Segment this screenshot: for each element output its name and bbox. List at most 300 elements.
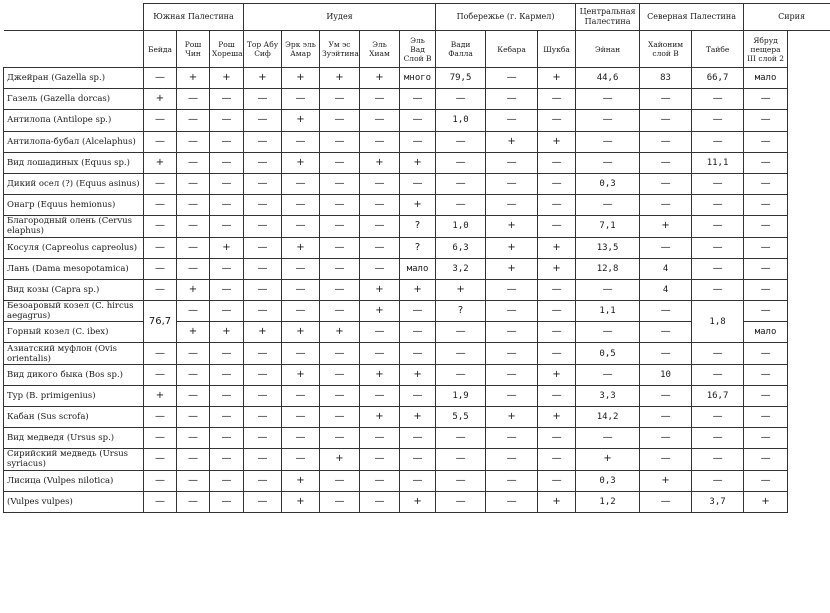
table-cell: + <box>244 68 282 89</box>
table-cell: — <box>320 491 360 512</box>
table-cell: — <box>400 301 436 322</box>
table-cell: 1,8 <box>692 301 744 343</box>
table-cell: — <box>436 428 486 449</box>
table-cell: — <box>244 110 282 131</box>
table-cell: — <box>282 428 320 449</box>
table-row <box>4 279 830 300</box>
table-cell: — <box>692 195 744 216</box>
table-cell: — <box>640 173 692 194</box>
table-cell: — <box>538 110 576 131</box>
table-cell: — <box>177 428 210 449</box>
table-cell: — <box>360 491 400 512</box>
table-cell: + <box>320 449 360 470</box>
table-cell: — <box>144 195 177 216</box>
region-header: Побережье (г. Кармел) <box>436 4 576 31</box>
table-cell: — <box>244 258 282 279</box>
table-cell: + <box>360 301 400 322</box>
table-cell: + <box>320 322 360 343</box>
table-cell: — <box>320 258 360 279</box>
table-row <box>4 470 830 491</box>
table-cell: — <box>210 131 244 152</box>
table-cell: 1,2 <box>576 491 640 512</box>
table-cell: — <box>400 110 436 131</box>
table-cell: — <box>210 407 244 428</box>
table-cell: — <box>576 152 640 173</box>
table-cell: — <box>177 131 210 152</box>
table-cell: — <box>692 89 744 110</box>
table-cell: — <box>640 131 692 152</box>
species-name: Вид медведя (Ursus sp.) <box>4 428 144 449</box>
table-cell: — <box>576 322 640 343</box>
table-cell: — <box>538 343 576 364</box>
table-cell: — <box>744 110 788 131</box>
table-cell: — <box>244 491 282 512</box>
species-name: Антилопа (Antilope sp.) <box>4 110 144 131</box>
species-name: Благородный олень (Cervus elaphus) <box>4 216 144 237</box>
table-cell: 4 <box>640 279 692 300</box>
table-cell: + <box>360 364 400 385</box>
table-cell: — <box>244 216 282 237</box>
site-header: Эйнан <box>576 31 640 68</box>
table-cell: — <box>210 449 244 470</box>
table-cell: — <box>436 322 486 343</box>
table-cell: — <box>640 89 692 110</box>
table-cell: 7,1 <box>576 216 640 237</box>
table-cell: + <box>282 110 320 131</box>
table-cell: — <box>177 110 210 131</box>
table-cell: — <box>177 152 210 173</box>
table-cell: + <box>282 68 320 89</box>
table-cell: — <box>538 470 576 491</box>
site-header: Эль Хиам <box>360 31 400 68</box>
table-cell: — <box>210 364 244 385</box>
table-cell: — <box>244 195 282 216</box>
table-cell: — <box>538 216 576 237</box>
table-row <box>4 343 830 364</box>
table-cell: — <box>640 407 692 428</box>
region-header: Южная Палестина <box>144 4 244 31</box>
table-cell: — <box>576 195 640 216</box>
table-cell: 3,7 <box>692 491 744 512</box>
site-header: Ябруд пещера III слой 2 <box>744 31 788 68</box>
table-cell: 1,1 <box>576 301 640 322</box>
table-cell: — <box>177 301 210 322</box>
table-cell: — <box>244 131 282 152</box>
table-cell: — <box>692 449 744 470</box>
table-cell: — <box>210 195 244 216</box>
table-row <box>4 152 830 173</box>
table-cell: — <box>692 428 744 449</box>
table-cell: + <box>210 68 244 89</box>
table-cell: — <box>320 131 360 152</box>
species-name: Газель (Gazella dorcas) <box>4 89 144 110</box>
table-cell: — <box>400 385 436 406</box>
table-cell: — <box>177 470 210 491</box>
table-cell: + <box>640 216 692 237</box>
region-header: Северная Палестина <box>640 4 744 31</box>
table-cell: много <box>400 68 436 89</box>
table-row <box>4 173 830 194</box>
table-cell: — <box>244 449 282 470</box>
table-cell: — <box>144 173 177 194</box>
table-cell: — <box>400 449 436 470</box>
species-name: Антилопа-бубал (Alcelaphus) <box>4 131 144 152</box>
table-row <box>4 237 830 258</box>
species-name: Тур (B. primigenius) <box>4 385 144 406</box>
table-cell: — <box>486 301 538 322</box>
table-body <box>4 68 830 513</box>
table-cell: 10 <box>640 364 692 385</box>
table-cell: — <box>640 385 692 406</box>
table-cell: ? <box>400 237 436 258</box>
table-cell: + <box>244 322 282 343</box>
table-cell: — <box>576 131 640 152</box>
table-cell: — <box>282 407 320 428</box>
table-cell: — <box>282 301 320 322</box>
species-name: Сирийский медведь (Ursus syriacus) <box>4 449 144 470</box>
table-cell: — <box>360 258 400 279</box>
table-cell: 66,7 <box>692 68 744 89</box>
table-cell: — <box>282 131 320 152</box>
table-cell: — <box>692 110 744 131</box>
table-cell: + <box>486 131 538 152</box>
site-header: Хайоним слой В <box>640 31 692 68</box>
table-cell: — <box>436 152 486 173</box>
table-row <box>4 195 830 216</box>
table-cell: — <box>210 152 244 173</box>
site-header: Бейда <box>144 31 177 68</box>
species-name: Онагр (Equus hemionus) <box>4 195 144 216</box>
table-cell: — <box>320 407 360 428</box>
table-cell: 44,6 <box>576 68 640 89</box>
table-cell: — <box>692 216 744 237</box>
table-cell: — <box>486 364 538 385</box>
table-cell: — <box>486 470 538 491</box>
table-cell: — <box>210 110 244 131</box>
table-cell: — <box>692 258 744 279</box>
table-cell: — <box>744 343 788 364</box>
table-cell: — <box>486 173 538 194</box>
table-cell: + <box>486 216 538 237</box>
table-cell: 0,3 <box>576 173 640 194</box>
table-cell: — <box>144 258 177 279</box>
table-cell: + <box>640 470 692 491</box>
table-cell: — <box>744 89 788 110</box>
table-cell: — <box>282 449 320 470</box>
table-cell: — <box>244 470 282 491</box>
table-cell: 13,5 <box>576 237 640 258</box>
table-cell: — <box>320 89 360 110</box>
table-cell: — <box>360 470 400 491</box>
table-cell: — <box>144 68 177 89</box>
table-cell: 1,9 <box>436 385 486 406</box>
table-cell: — <box>244 279 282 300</box>
table-cell: + <box>144 89 177 110</box>
table-cell: — <box>692 407 744 428</box>
table-cell: — <box>360 322 400 343</box>
table-cell: 3,2 <box>436 258 486 279</box>
table-cell: — <box>486 68 538 89</box>
table-cell: — <box>177 407 210 428</box>
table-cell: — <box>360 343 400 364</box>
table-cell: — <box>177 364 210 385</box>
table-cell: + <box>436 279 486 300</box>
table-cell: — <box>640 322 692 343</box>
table-cell: — <box>576 279 640 300</box>
table-cell: — <box>692 237 744 258</box>
table-cell: + <box>538 258 576 279</box>
table-cell: + <box>210 322 244 343</box>
table-cell: 83 <box>640 68 692 89</box>
table-cell: — <box>210 216 244 237</box>
table-cell: ? <box>436 301 486 322</box>
table-cell: 0,3 <box>576 470 640 491</box>
table-cell: — <box>436 470 486 491</box>
table-cell: — <box>360 173 400 194</box>
table-cell: — <box>744 258 788 279</box>
table-cell: — <box>576 364 640 385</box>
species-name: Лань (Dama mesopotamica) <box>4 258 144 279</box>
table-cell: — <box>360 428 400 449</box>
table-cell: — <box>576 89 640 110</box>
table-row <box>4 89 830 110</box>
table-cell: — <box>640 301 692 322</box>
species-name: (Vulpes vulpes) <box>4 491 144 512</box>
table-cell: — <box>244 364 282 385</box>
table-cell: — <box>640 152 692 173</box>
table-cell: ? <box>400 216 436 237</box>
table-cell: — <box>436 173 486 194</box>
table-cell: + <box>282 491 320 512</box>
corner-cell <box>4 31 144 68</box>
table-cell: — <box>640 449 692 470</box>
table-cell: — <box>210 470 244 491</box>
table-cell: — <box>538 152 576 173</box>
table-cell: — <box>744 301 788 322</box>
table-cell: — <box>744 237 788 258</box>
table-cell: — <box>244 301 282 322</box>
table-cell: — <box>744 131 788 152</box>
table-cell: — <box>360 385 400 406</box>
table-cell: — <box>538 173 576 194</box>
table-cell: — <box>244 407 282 428</box>
table-cell: + <box>538 131 576 152</box>
table-cell: 1,0 <box>436 216 486 237</box>
site-header: Тайбе <box>692 31 744 68</box>
table-cell: — <box>744 152 788 173</box>
site-header: Шукба <box>538 31 576 68</box>
table-cell: — <box>436 491 486 512</box>
table-cell: — <box>692 470 744 491</box>
table-cell: — <box>486 152 538 173</box>
table-cell: — <box>244 385 282 406</box>
species-name: Азиатский муфлон (Ovis orientalis) <box>4 343 144 364</box>
table-cell: + <box>144 385 177 406</box>
table-cell: — <box>320 470 360 491</box>
table-cell: — <box>692 364 744 385</box>
table-cell: — <box>436 131 486 152</box>
species-name: Безоаровый козел (C. hircus aegagrus) <box>4 301 144 322</box>
table-cell: — <box>244 237 282 258</box>
table-cell: мало <box>744 322 788 343</box>
table-cell: — <box>210 343 244 364</box>
table-cell: — <box>177 89 210 110</box>
table-cell: — <box>282 173 320 194</box>
table-cell: — <box>210 258 244 279</box>
site-header: Тор Абу Сиф <box>244 31 282 68</box>
table-cell: — <box>144 491 177 512</box>
table-cell: — <box>320 173 360 194</box>
table-cell: — <box>640 428 692 449</box>
table-cell: — <box>144 470 177 491</box>
table-cell: — <box>144 279 177 300</box>
table-cell: — <box>640 110 692 131</box>
table-cell: + <box>210 237 244 258</box>
table-cell: — <box>210 385 244 406</box>
table-cell: — <box>400 343 436 364</box>
table-cell: — <box>177 491 210 512</box>
table-cell: мало <box>400 258 436 279</box>
table-cell: — <box>486 343 538 364</box>
table-cell: — <box>320 279 360 300</box>
table-cell: — <box>144 364 177 385</box>
table-cell: — <box>436 89 486 110</box>
species-name: Дикий осел (?) (Equus asinus) <box>4 173 144 194</box>
table-cell: — <box>692 173 744 194</box>
table-cell: — <box>282 195 320 216</box>
table-cell: + <box>360 152 400 173</box>
region-header: Сирия <box>744 4 830 31</box>
species-name: Косуля (Capreolus capreolus) <box>4 237 144 258</box>
table-row <box>4 68 830 89</box>
table-cell: + <box>360 279 400 300</box>
table-cell: — <box>177 258 210 279</box>
table-cell: — <box>538 385 576 406</box>
table-cell: + <box>576 449 640 470</box>
table-cell: — <box>360 110 400 131</box>
table-cell: — <box>210 173 244 194</box>
table-cell: 11,1 <box>692 152 744 173</box>
table-cell: — <box>744 216 788 237</box>
table-cell: — <box>144 428 177 449</box>
table-cell: — <box>320 301 360 322</box>
table-cell: — <box>360 89 400 110</box>
table-cell: + <box>177 68 210 89</box>
table-cell: — <box>744 449 788 470</box>
site-header: Ум эс Зуэйтина <box>320 31 360 68</box>
table-cell: — <box>210 301 244 322</box>
table-cell: + <box>744 491 788 512</box>
table-cell: — <box>576 428 640 449</box>
table-cell: + <box>400 152 436 173</box>
table-cell: — <box>486 385 538 406</box>
table-cell: + <box>320 68 360 89</box>
table-cell: + <box>538 407 576 428</box>
table-cell: 5,5 <box>436 407 486 428</box>
table-row <box>4 407 830 428</box>
table-cell: — <box>282 258 320 279</box>
table-cell: — <box>210 279 244 300</box>
table-cell: — <box>486 428 538 449</box>
table-cell: 3,3 <box>576 385 640 406</box>
table-cell: — <box>486 89 538 110</box>
species-name: Джейран (Gazella sp.) <box>4 68 144 89</box>
species-name: Кабан (Sus scrofa) <box>4 407 144 428</box>
table-cell: — <box>282 385 320 406</box>
table-cell: — <box>144 237 177 258</box>
table-cell: — <box>360 216 400 237</box>
table-cell: — <box>360 131 400 152</box>
table-cell: — <box>144 131 177 152</box>
table-cell: — <box>744 173 788 194</box>
table-cell: — <box>177 343 210 364</box>
table-row <box>4 216 830 237</box>
site-header: Рош Хореша <box>210 31 244 68</box>
table-cell: — <box>538 279 576 300</box>
table-cell: — <box>320 428 360 449</box>
table-cell: — <box>282 279 320 300</box>
table-cell: — <box>744 428 788 449</box>
table-cell: — <box>538 195 576 216</box>
fauna-table <box>3 3 830 513</box>
table-cell: 14,2 <box>576 407 640 428</box>
table-cell: + <box>282 237 320 258</box>
table-cell: — <box>486 195 538 216</box>
table-cell: + <box>360 68 400 89</box>
table-cell: — <box>744 470 788 491</box>
table-cell: — <box>744 364 788 385</box>
table-cell: — <box>177 237 210 258</box>
table-cell: + <box>538 364 576 385</box>
table-cell: — <box>282 89 320 110</box>
table-cell: + <box>486 237 538 258</box>
species-name: Горный козел (C. ibex) <box>4 322 144 343</box>
table-cell: + <box>538 237 576 258</box>
table-cell: — <box>436 195 486 216</box>
table-cell: — <box>144 216 177 237</box>
table-cell: — <box>692 279 744 300</box>
table-cell: — <box>744 279 788 300</box>
table-cell: — <box>210 491 244 512</box>
species-name: Вид козы (Capra sp.) <box>4 279 144 300</box>
table-cell: + <box>400 195 436 216</box>
table-row <box>4 428 830 449</box>
table-row <box>4 131 830 152</box>
table-cell: + <box>360 407 400 428</box>
table-cell: — <box>244 428 282 449</box>
table-cell: + <box>282 152 320 173</box>
table-cell: — <box>360 195 400 216</box>
table-cell: мало <box>744 68 788 89</box>
table-cell: — <box>436 449 486 470</box>
table-cell: — <box>320 343 360 364</box>
table-row <box>4 491 830 512</box>
table-cell: + <box>144 152 177 173</box>
table-cell: + <box>486 407 538 428</box>
table-cell: — <box>400 322 436 343</box>
table-cell: — <box>320 152 360 173</box>
table-cell: — <box>244 152 282 173</box>
table-cell: — <box>177 195 210 216</box>
table-cell: — <box>640 237 692 258</box>
table-cell: — <box>320 385 360 406</box>
table-cell: — <box>640 195 692 216</box>
table-cell: — <box>144 110 177 131</box>
table-cell: 1,0 <box>436 110 486 131</box>
table-cell: — <box>210 89 244 110</box>
species-name: Вид дикого быка (Bos sp.) <box>4 364 144 385</box>
table-cell: — <box>177 449 210 470</box>
